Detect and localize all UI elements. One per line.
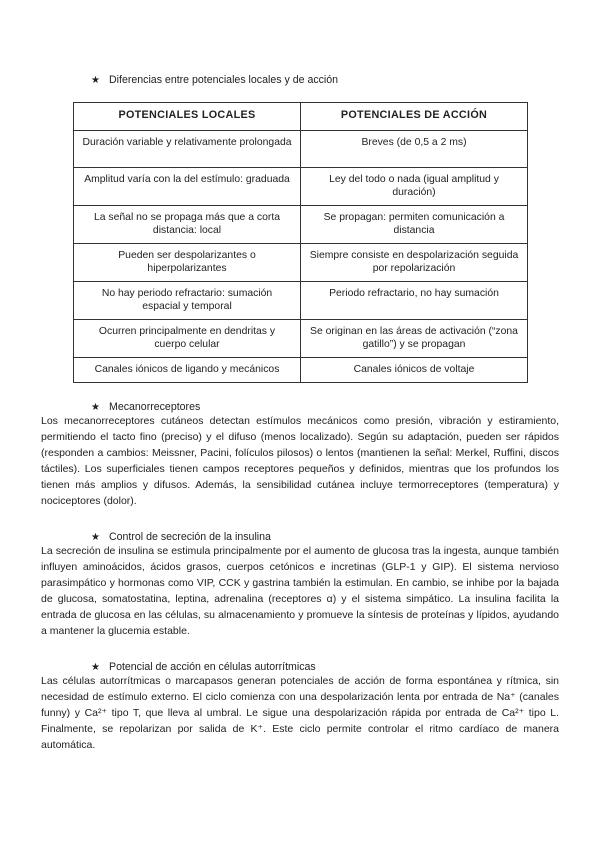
comparison-table: [73, 102, 528, 383]
table-row: [74, 319, 528, 357]
table-cell: Ley del todo o nada (igual amplitud y duración): [301, 167, 528, 205]
table-row: [74, 281, 528, 319]
table-cell: Duración variable y relativamente prolongada: [74, 130, 301, 167]
table-cell: Siempre consiste en despolarización seguida por repolarización: [301, 243, 528, 281]
table-row: [74, 357, 528, 382]
star-bullet-icon: ★: [91, 662, 100, 673]
table-cell: Amplitud varía con la del estímulo: graduada: [74, 167, 301, 205]
star-bullet-icon: ★: [91, 532, 100, 543]
table-cell: Pueden ser despolarizantes o hiperpolarizantes: [74, 243, 301, 281]
table-cell: Se propagan: permiten comunicación a distancia: [301, 205, 528, 243]
star-bullet-icon: ★: [91, 75, 100, 86]
table-header-row: [74, 103, 528, 131]
table-row: [74, 243, 528, 281]
table-row: [74, 167, 528, 205]
star-bullet-icon: ★: [91, 402, 100, 413]
column-header-accion: POTENCIALES DE ACCIÓN: [301, 103, 528, 131]
table-cell: La señal no se propaga más que a corta distancia: local: [74, 205, 301, 243]
paragraph-insulina: La secreción de insulina se estimula principalmente por el aumento de glucosa tras la ingesta, aunque también influyen aminoácidos, ácidos grasos, cuerpos cetónicos e incretinas (GLP-1 y GIP). El sistema nervioso parasimpático y hormonas como VIP, CCK y gastrina también la estimulan. En cambio, se inhibe por la bajada de glucosa, somatostatina, leptina, adrenalina (receptores α) y el sistema simpático. La insulina facilita la entrada de glucosa en las células, su almacenamiento y promueve la síntesis de proteínas y lípidos, ayudando a mantener la glucemia estable.: [41, 545, 559, 637]
column-header-locales: POTENCIALES LOCALES: [74, 103, 301, 131]
section-heading-insulina: ★ Control de secreción de la insulina: [91, 531, 271, 543]
table-cell: Ocurren principalmente en dendritas y cuerpo celular: [74, 319, 301, 357]
paragraph-autorritmicas: Las células autorrítmicas o marcapasos generan potenciales de acción de forma espontánea y rítmica, sin necesidad de estímulo externo. El ciclo comienza con una despolarización lenta por entrada de Na⁺ (canales funny) y Ca²⁺ tipo T, que lleva al umbral. Le sigue una despolarización rápida por entrada de Ca²⁺ tipo L. Finalmente, se repolarizan por salida de K⁺. Este ciclo permite controlar el ritmo cardíaco de manera automática.: [41, 675, 559, 751]
table-cell: Periodo refractario, no hay sumación: [301, 281, 528, 319]
section-heading-mecanorreceptores: ★ Mecanorreceptores: [91, 401, 201, 413]
section-heading-autorritmicas: ★ Potencial de acción en células autorrítmicas: [91, 661, 316, 673]
section-heading-diferencias: ★ Diferencias entre potenciales locales y de acción: [91, 74, 339, 86]
table-cell: No hay periodo refractario: sumación espacial y temporal: [74, 281, 301, 319]
table-cell: Breves (de 0,5 a 2 ms): [301, 130, 528, 167]
table-cell: Canales iónicos de voltaje: [301, 357, 528, 382]
paragraph-mecanorreceptores: Los mecanorreceptores cutáneos detectan estímulos mecánicos como presión, vibración y estiramiento, permitiendo el tacto fino (preciso) y el difuso (menos localizado). Según su adaptación, pueden ser rápidos (responden a cambios: Meissner, Pacini, folículos pilosos) o lentos (mantienen la señal: Merkel, Ruffini, discos táctiles). Los superficiales tienen campos receptores pequeños y definidos, mientras que los profundos los tienen más amplios y difusos. Además, la sensibilidad cutánea incluye termorreceptores (temperatura) y nociceptores (dolor).: [41, 415, 559, 507]
table-row: [74, 130, 528, 167]
table-cell: Canales iónicos de ligando y mecánicos: [74, 357, 301, 382]
table-cell: Se originan en las áreas de activación (“zona gatillo”) y se propagan: [301, 319, 528, 357]
table-row: [74, 205, 528, 243]
